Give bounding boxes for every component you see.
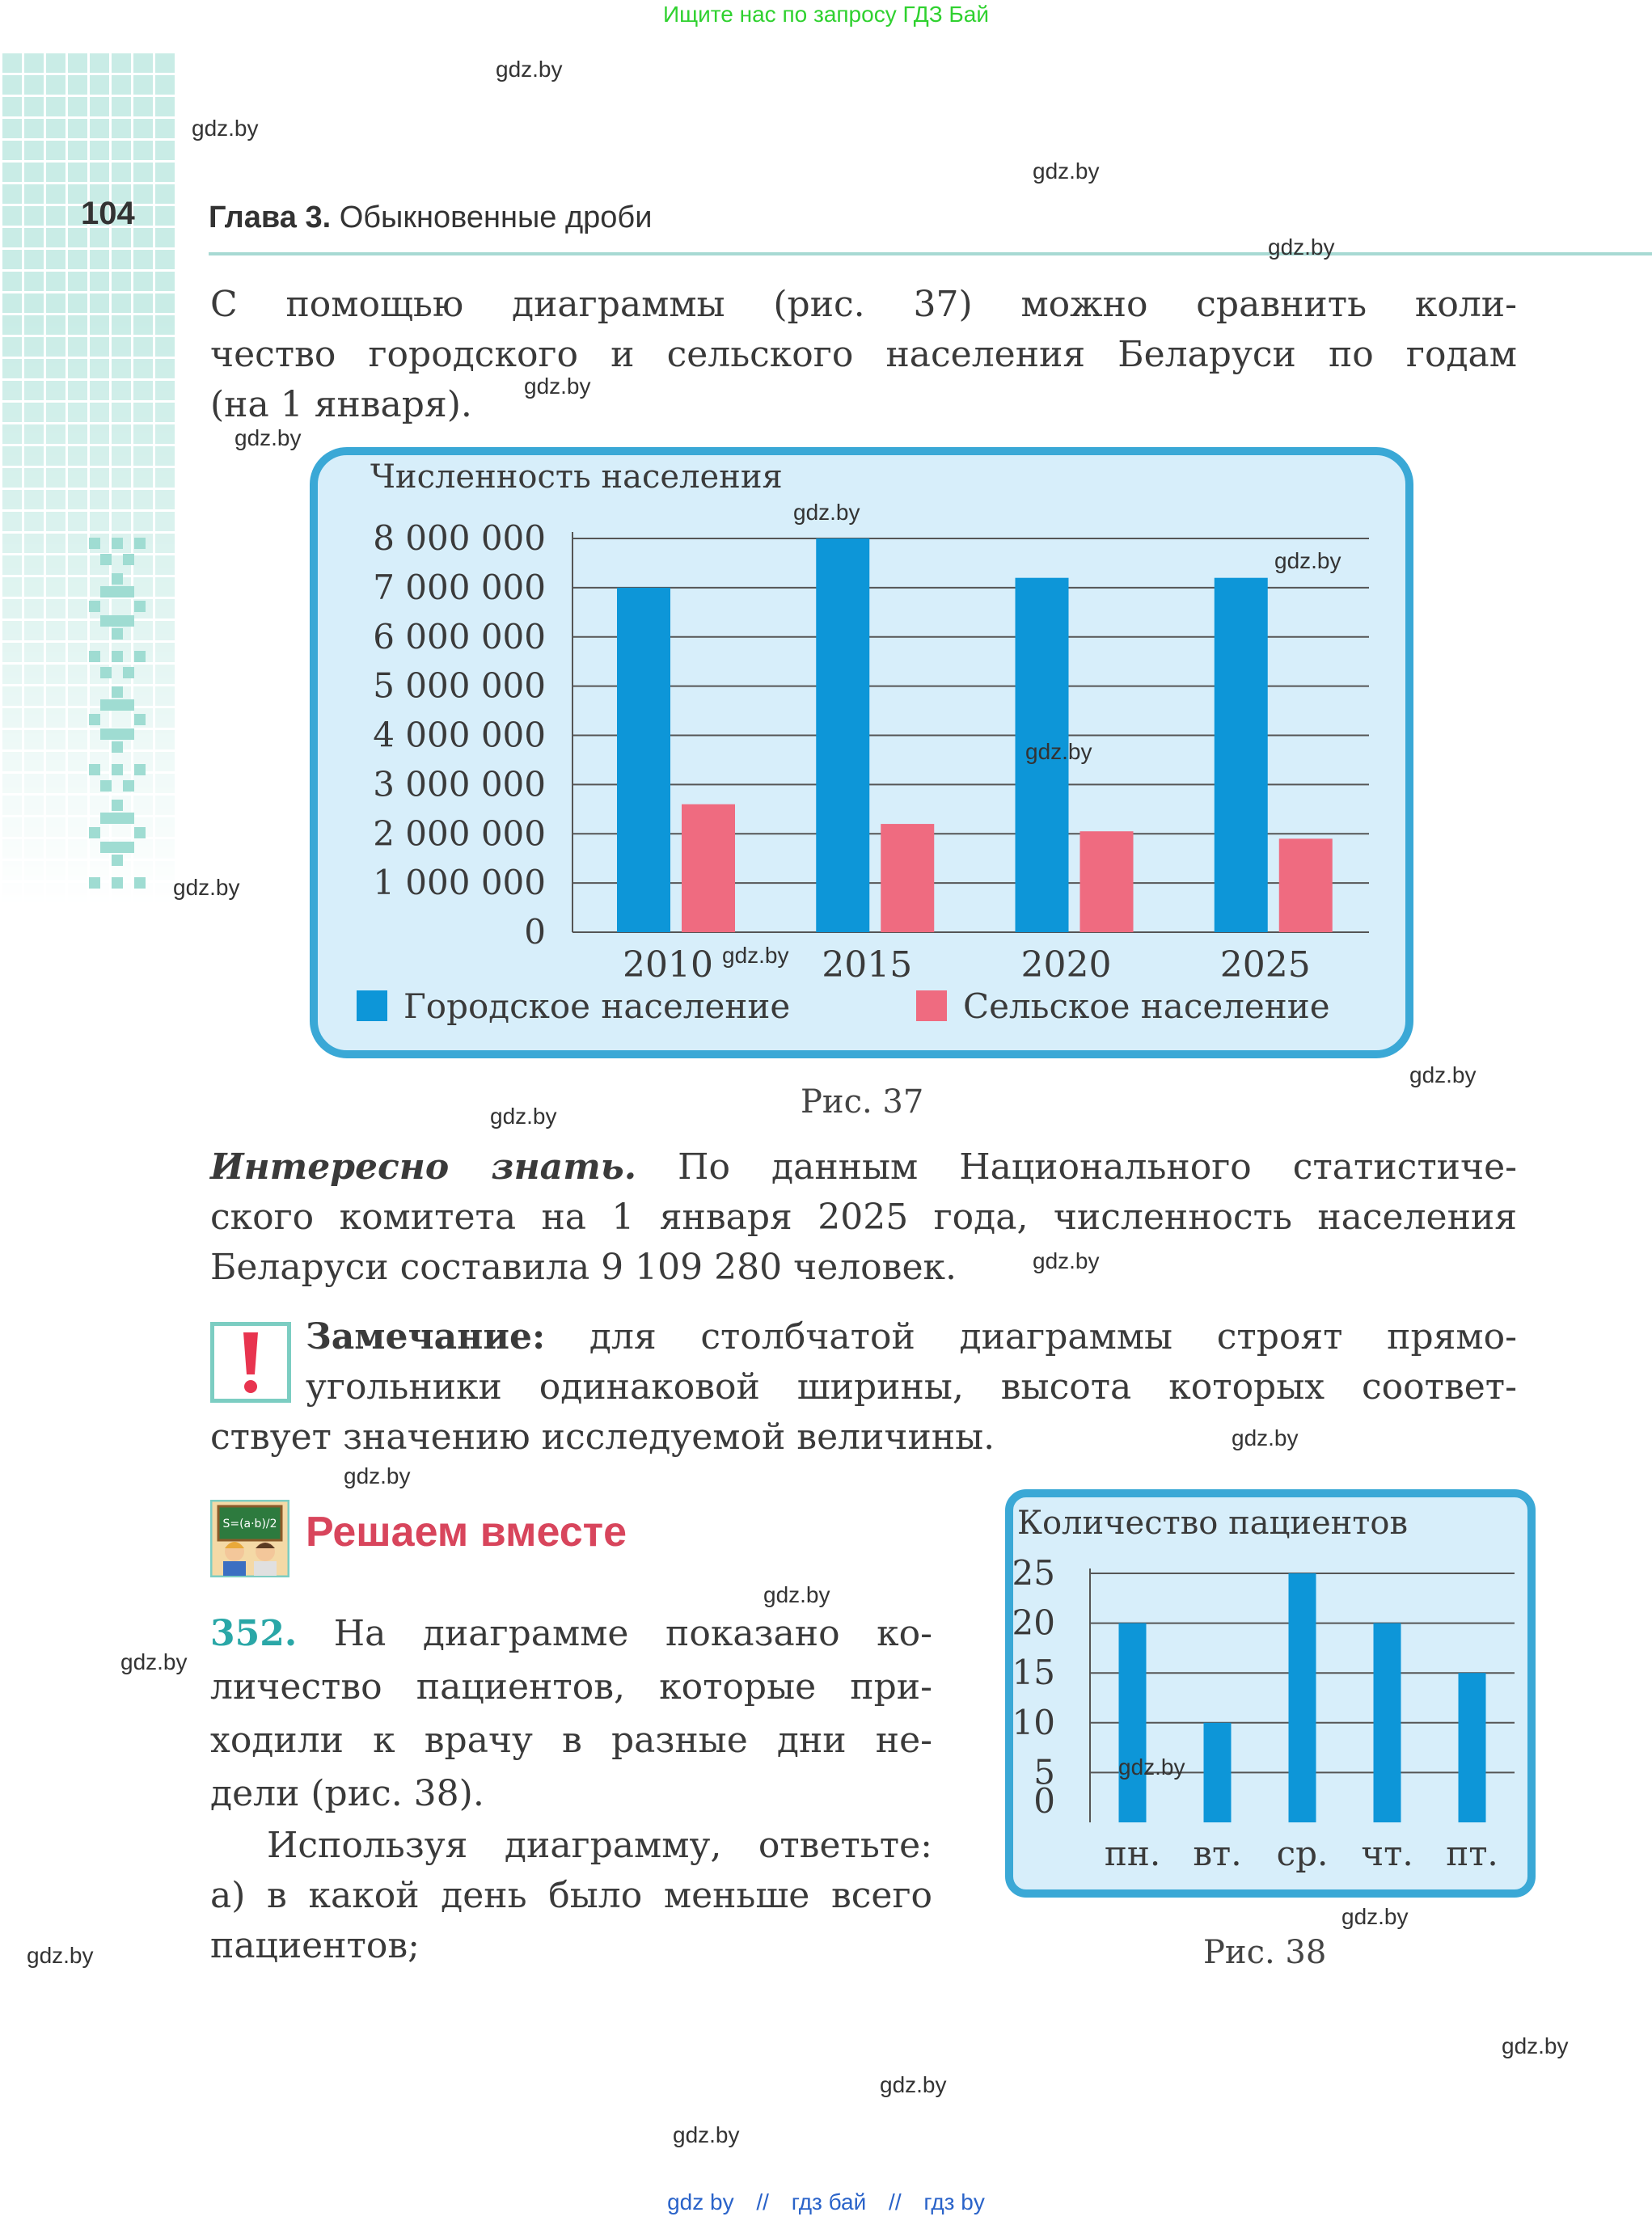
note-line: угольники одинаковой ширины, высота которых соответ- xyxy=(306,1366,1517,1408)
bar xyxy=(1459,1673,1486,1822)
problem-number: 352. xyxy=(210,1613,298,1654)
population-chart xyxy=(310,447,1413,1058)
y-tick-label: 5 000 000 xyxy=(373,665,546,706)
watermark: gdz.by xyxy=(1502,2033,1569,2058)
footer-separator: // xyxy=(756,2189,769,2214)
y-tick-label: 4 000 000 xyxy=(373,715,546,755)
top-banner[interactable]: Ищите нас по запросу ГДЗ Бай xyxy=(662,2,990,27)
intro-line: С помощью диаграммы (рис. 37) можно сравнить коли- xyxy=(210,284,1517,325)
watermark: gdz.by xyxy=(1118,1754,1185,1780)
y-tick-label: 3 000 000 xyxy=(373,764,546,804)
watermark: gdz.by xyxy=(673,2122,740,2147)
watermark: gdz.by xyxy=(490,1104,557,1129)
watermark: gdz.by xyxy=(120,1649,188,1674)
x-tick-label: 2020 xyxy=(1020,944,1112,986)
question-line: а) в какой день было меньше всего xyxy=(210,1875,932,1916)
footer-link[interactable]: gdz by xyxy=(667,2189,734,2214)
x-tick-label: вт. xyxy=(1193,1834,1242,1873)
watermark: gdz.by xyxy=(192,116,259,141)
problem-line: личество пациентов, которые при- xyxy=(210,1666,932,1708)
watermark: gdz.by xyxy=(880,2072,947,2097)
chart-title: Численность населения xyxy=(370,458,783,496)
intro-line: чество городского и сельского населения Беларуси по годам xyxy=(210,334,1517,375)
note-icon-frame xyxy=(210,1322,291,1403)
bar-rural xyxy=(881,824,934,932)
page-number: 104 xyxy=(81,196,135,231)
bar-urban xyxy=(1215,578,1268,932)
intro-paragraph xyxy=(210,280,1517,430)
y-tick-label: 7 000 000 xyxy=(373,567,546,607)
figure-38-caption: Рис. 38 xyxy=(1203,1934,1327,1971)
x-tick-label: ср. xyxy=(1276,1834,1329,1873)
x-tick-label: 2015 xyxy=(822,944,913,986)
watermark: gdz.by xyxy=(722,943,789,968)
y-tick-label: 25 xyxy=(1012,1553,1055,1593)
watermark: gdz.by xyxy=(27,1943,94,1968)
x-tick-label: чт. xyxy=(1361,1834,1413,1873)
legend-swatch xyxy=(916,990,947,1021)
watermark: gdz.by xyxy=(1033,1248,1100,1273)
exclamation-icon xyxy=(214,1326,287,1399)
patients-chart xyxy=(1005,1489,1536,1898)
problem-line: ходили к врачу в разные дни не- xyxy=(210,1720,932,1761)
fact-paragraph xyxy=(210,1142,1517,1293)
margin-grid-decoration xyxy=(0,51,176,908)
watermark: gdz.by xyxy=(344,1463,411,1488)
watermark: gdz.by xyxy=(1025,739,1092,764)
bar-urban xyxy=(816,538,869,932)
footer-separator: // xyxy=(889,2189,902,2214)
watermark: gdz.by xyxy=(1341,1904,1409,1929)
x-tick-label: пт. xyxy=(1446,1834,1498,1873)
bar xyxy=(1289,1573,1316,1822)
problem-line: На диаграмме показано ко- xyxy=(297,1613,932,1654)
y-tick-label: 10 xyxy=(1012,1702,1055,1742)
watermark: gdz.by xyxy=(524,374,591,399)
chart-title: Количество пациентов xyxy=(1017,1505,1409,1542)
legend-swatch xyxy=(357,990,387,1021)
watermark: gdz.by xyxy=(1409,1062,1477,1087)
bar-urban xyxy=(617,588,670,932)
solve-together-title: Решаем вместе xyxy=(306,1509,627,1556)
footer-links xyxy=(0,2189,1652,2215)
intro-line: (на 1 января). xyxy=(210,384,472,425)
chapter-title: Обыкновенные дроби xyxy=(339,201,653,234)
fact-lead: Интересно знать. xyxy=(210,1146,637,1188)
y-tick-label: 0 xyxy=(1033,1781,1055,1821)
watermark: gdz.by xyxy=(234,425,302,450)
footer-link[interactable]: гдз бай xyxy=(791,2189,867,2214)
problem-paragraph xyxy=(210,1607,932,1821)
y-tick-label: 1 000 000 xyxy=(373,863,546,903)
bar-rural xyxy=(1279,838,1333,932)
bar-rural xyxy=(1080,831,1134,932)
x-tick-label: пн. xyxy=(1104,1834,1161,1873)
y-tick-label: 0 xyxy=(524,912,546,952)
legend-label: Сельское население xyxy=(963,986,1330,1026)
fact-line: ского комитета на 1 января 2025 года, численность населения xyxy=(210,1197,1517,1238)
note-line: для столбчатой диаграммы строят прямо- xyxy=(545,1316,1517,1357)
watermark: gdz.by xyxy=(1274,548,1341,573)
question-paragraph xyxy=(210,1821,932,1971)
x-tick-label: 2010 xyxy=(623,944,713,986)
watermark: gdz.by xyxy=(1268,234,1335,260)
figure-37-caption: Рис. 37 xyxy=(801,1083,924,1121)
watermark: gdz.by xyxy=(763,1582,830,1607)
chapter-header xyxy=(209,201,652,235)
question-line: Используя диаграмму, ответьте: xyxy=(267,1825,932,1866)
note-paragraph xyxy=(306,1312,1517,1412)
bar xyxy=(1119,1623,1147,1822)
note-paragraph-end xyxy=(210,1412,1517,1463)
y-tick-label: 8 000 000 xyxy=(373,518,546,558)
fact-line: Беларуси составила 9 109 280 человек. xyxy=(210,1247,957,1288)
note-line: ствует значению исследуемой величины. xyxy=(210,1416,995,1458)
legend-label: Городское население xyxy=(403,986,791,1026)
y-tick-label: 15 xyxy=(1012,1653,1055,1693)
watermark: gdz.by xyxy=(496,57,563,82)
bar xyxy=(1374,1623,1401,1822)
watermark: gdz.by xyxy=(1033,158,1100,184)
fact-line: По данным Национального статистиче- xyxy=(636,1146,1517,1188)
y-tick-label: 2 000 000 xyxy=(373,813,546,854)
watermark: gdz.by xyxy=(173,875,240,900)
question-line: пациентов; xyxy=(210,1925,420,1966)
watermark: gdz.by xyxy=(1232,1425,1299,1450)
y-tick-label: 5 xyxy=(1033,1752,1055,1792)
y-tick-label: 6 000 000 xyxy=(373,616,546,657)
x-tick-label: 2025 xyxy=(1219,944,1311,986)
problem-line: дели (рис. 38). xyxy=(210,1773,484,1814)
ornament-decoration xyxy=(89,538,146,910)
footer-link[interactable]: гдз by xyxy=(923,2189,985,2214)
solve-together-icon xyxy=(210,1500,289,1577)
y-tick-label: 20 xyxy=(1012,1602,1055,1643)
note-label: Замечание: xyxy=(306,1316,546,1357)
svg-text:S=(a·b)/2: S=(a·b)/2 xyxy=(222,1518,277,1530)
bar-rural xyxy=(682,804,735,932)
bar xyxy=(1204,1723,1232,1822)
chapter-number: Глава 3. xyxy=(209,201,332,234)
watermark: gdz.by xyxy=(793,500,860,525)
header-rule xyxy=(209,252,1652,255)
